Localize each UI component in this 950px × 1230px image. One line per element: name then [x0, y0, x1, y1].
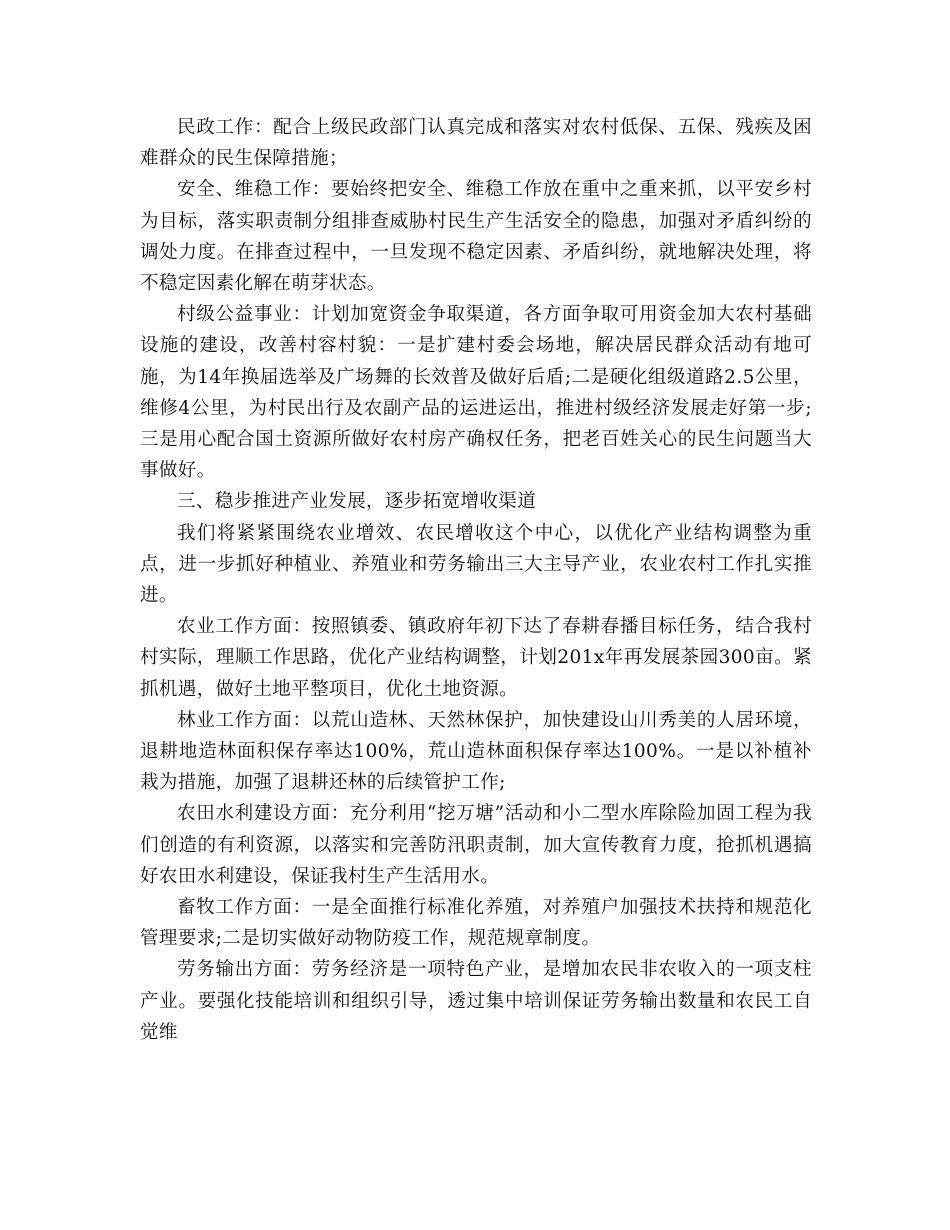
- paragraph-forestry: 林业工作方面：以荒山造林、天然林保护，加快建设山川秀美的人居环境，退耕地造林面积保存率达100%，荒山造林面积保存率达100%。一是以补植补栽为措施，加强了退耕还林的后续管护工作;: [140, 709, 812, 794]
- paragraph-labor-export: 劳务输出方面：劳务经济是一项特色产业，是增加农民非农收入的一项支柱产业。要强化技能培训和组织引导，透过集中培训保证劳务输出数量和农民工自觉维: [140, 959, 812, 1043]
- paragraph-industry-intro: 我们将紧紧围绕农业增效、农民增收这个中心，以优化产业结构调整为重点，进一步抓好种植业、养殖业和劳务输出三大主导产业，农业农村工作扎实推进。: [140, 522, 812, 607]
- paragraph-public-welfare: 村级公益事业：计划加宽资金争取渠道，各方面争取可用资金加大农村基础设施的建设，改善村容村貌：一是扩建村委会场地，解决居民群众活动有地可施，为14年换届选举及广场舞的长效普及做好后盾;二是硬化组级道路2.5公里，维修4公里，为村民出行及农副产品的运进运出，推进村级经济发展走好第一步;三是用心配合国土资源所做好农村房产确权任务，把老百姓关心的民生问题当大事做好。: [140, 304, 812, 482]
- paragraph-water-conservancy: 农田水利建设方面：充分利用“挖万塘”活动和小二型水库除险加固工程为我们创造的有利资源，以落实和完善防汛职责制，加大宣传教育力度，抢抓机遇搞好农田水利建设，保证我村生产生活用水。: [140, 803, 812, 887]
- paragraph-agriculture: 农业工作方面：按照镇委、镇政府年初下达了春耕春播目标任务，结合我村村实际，理顺工作思路，优化产业结构调整，计划201x年再发展茶园300亩。紧抓机遇，做好土地平整项目，优化土地资源。: [140, 616, 812, 700]
- document-page: [140, 112, 812, 1048]
- paragraph-livestock: 畜牧工作方面：一是全面推行标准化养殖，对养殖户加强技术扶持和规范化管理要求;二是切实做好动物防疫工作，规范规章制度。: [140, 897, 812, 950]
- paragraph-safety-stability: 安全、维稳工作：要始终把安全、维稳工作放在重中之重来抓，以平安乡村为目标，落实职责制分组排查威胁村民生产生活安全的隐患，加强对矛盾纠纷的调处力度。在排查过程中，一旦发现不稳定因素、矛盾纠纷，就地解决处理，将不稳定因素化解在萌芽状态。: [140, 179, 812, 295]
- section-heading-industry: 三、稳步推进产业发展，逐步拓宽增收渠道: [177, 491, 537, 513]
- paragraph-civil-affairs: 民政工作：配合上级民政部门认真完成和落实对农村低保、五保、残疾及困难群众的民生保障措施；: [140, 117, 812, 170]
